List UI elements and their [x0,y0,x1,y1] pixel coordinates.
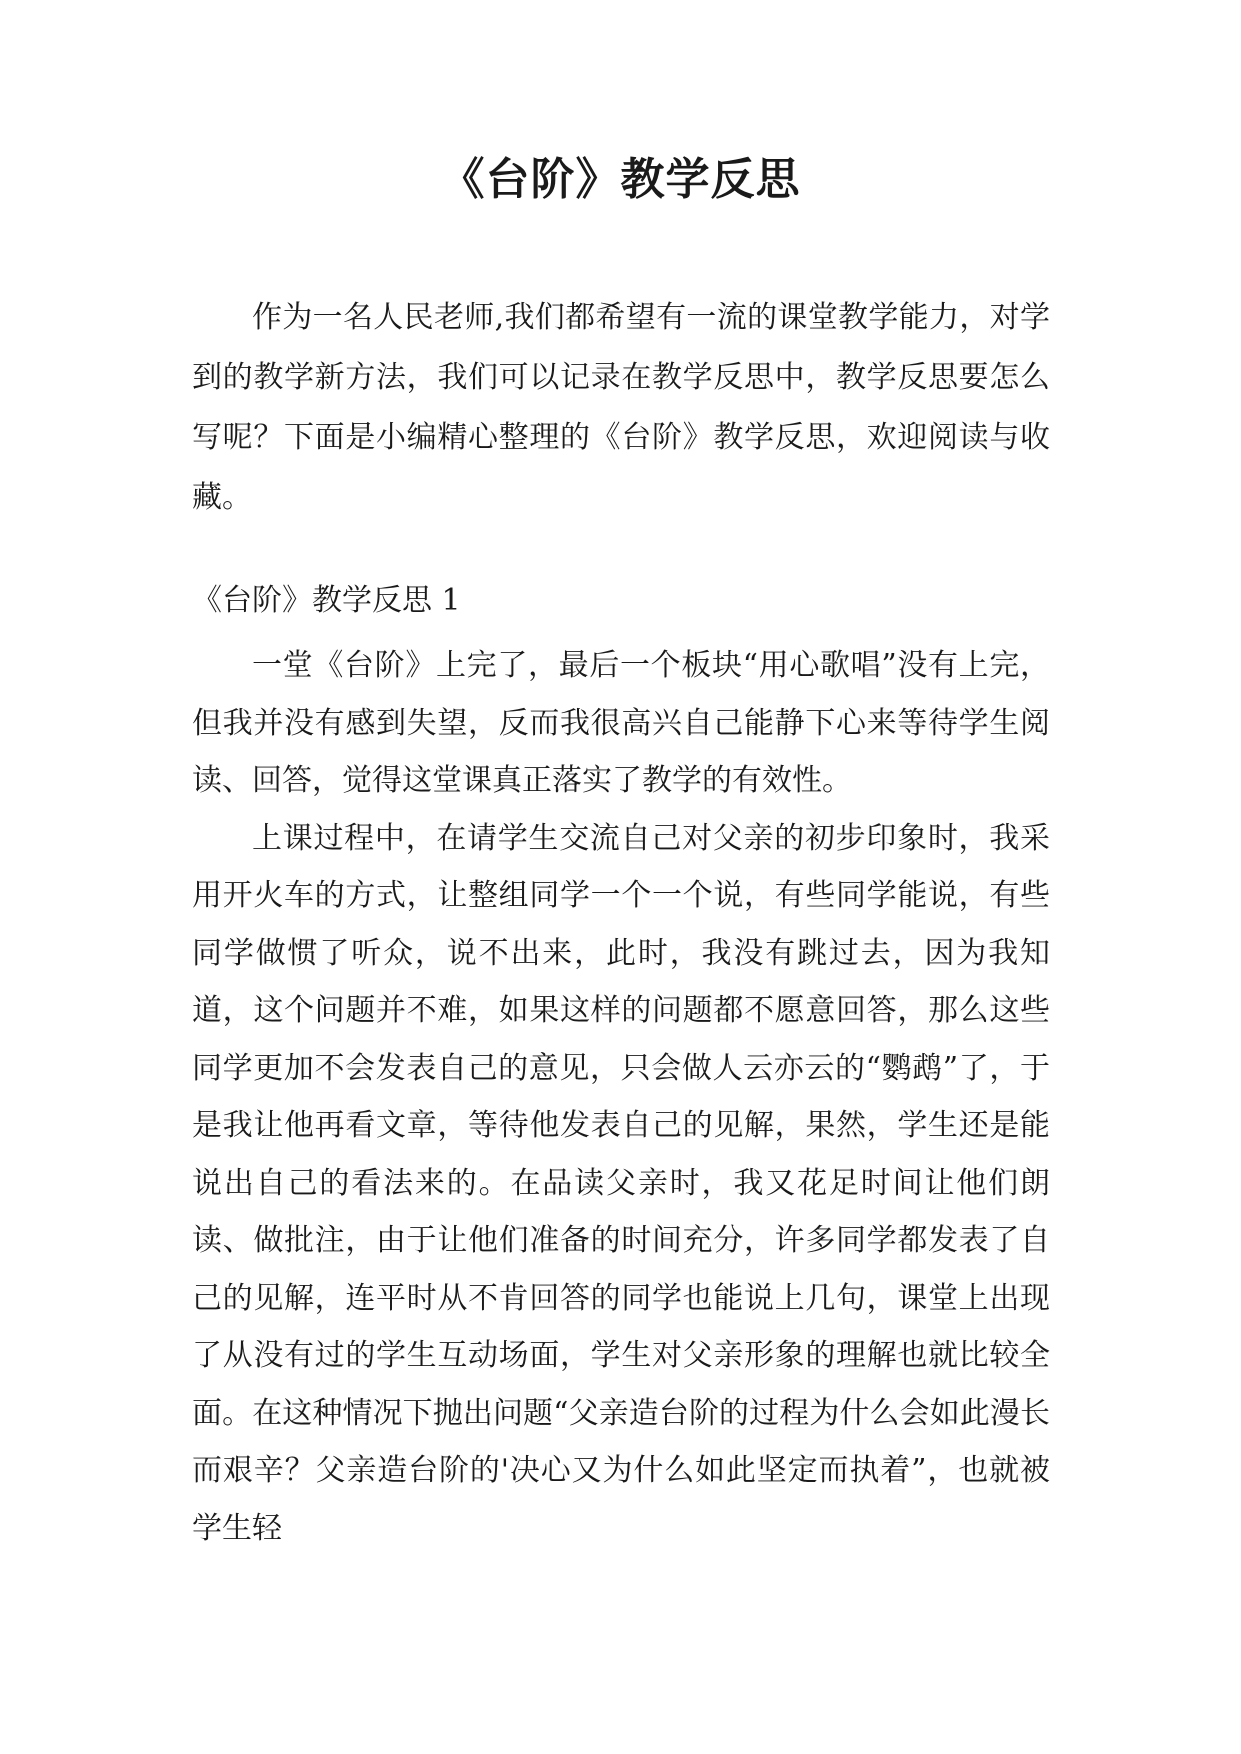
intro-paragraph: 作为一名人民老师,我们都希望有一流的课堂教学能力，对学到的教学新方法，我们可以记录在教学反思中，教学反思要怎么写呢？下面是小编精心整理的《台阶》教学反思，欢迎阅读与收藏。 [192,300,1050,515]
body-paragraph-2: 上课过程中，在请学生交流自己对父亲的初步印象时，我采用开火车的方式，让整组同学一个一个说，有些同学能说，有些同学做惯了听众，说不出来，此时，我没有跳过去，因为我知道，这个问题并不难，如果这样的问题都不愿意回答，那么这些同学更加不会发表自己的意见，只会做人云亦云的“鹦鹉”了，于是我让他再看文章，等待他发表自己的见解，果然，学生还是能说出自己的看法来的。在品读父亲时，我又花足时间让他们朗读、做批注，由于让他们准备的时间充分，许多同学都发表了自己的见解，连平时从不肯回答的同学也能说上几句，课堂上出现了从没有过的学生互动场面，学生对父亲形象的理解也就比较全面。在这种情况下抛出问题“父亲造台阶的过程为什么会如此漫长而艰辛？父亲造台阶的'决心又为什么如此坚定而执着”，也就被学生轻 [192,820,1050,1546]
section-heading: 《台阶》教学反思 1 [192,583,461,618]
document-title: 《台阶》教学反思 [440,154,801,205]
intro-block [192,288,1050,528]
body-paragraph-1: 一堂《台阶》上完了，最后一个板块“用心歌唱”没有上完，但我并没有感到失望，反而我很高兴自己能静下心来等待学生阅读、回答，觉得这堂课真正落实了教学的有效性。 [192,648,1050,798]
section-body [192,637,1050,1557]
